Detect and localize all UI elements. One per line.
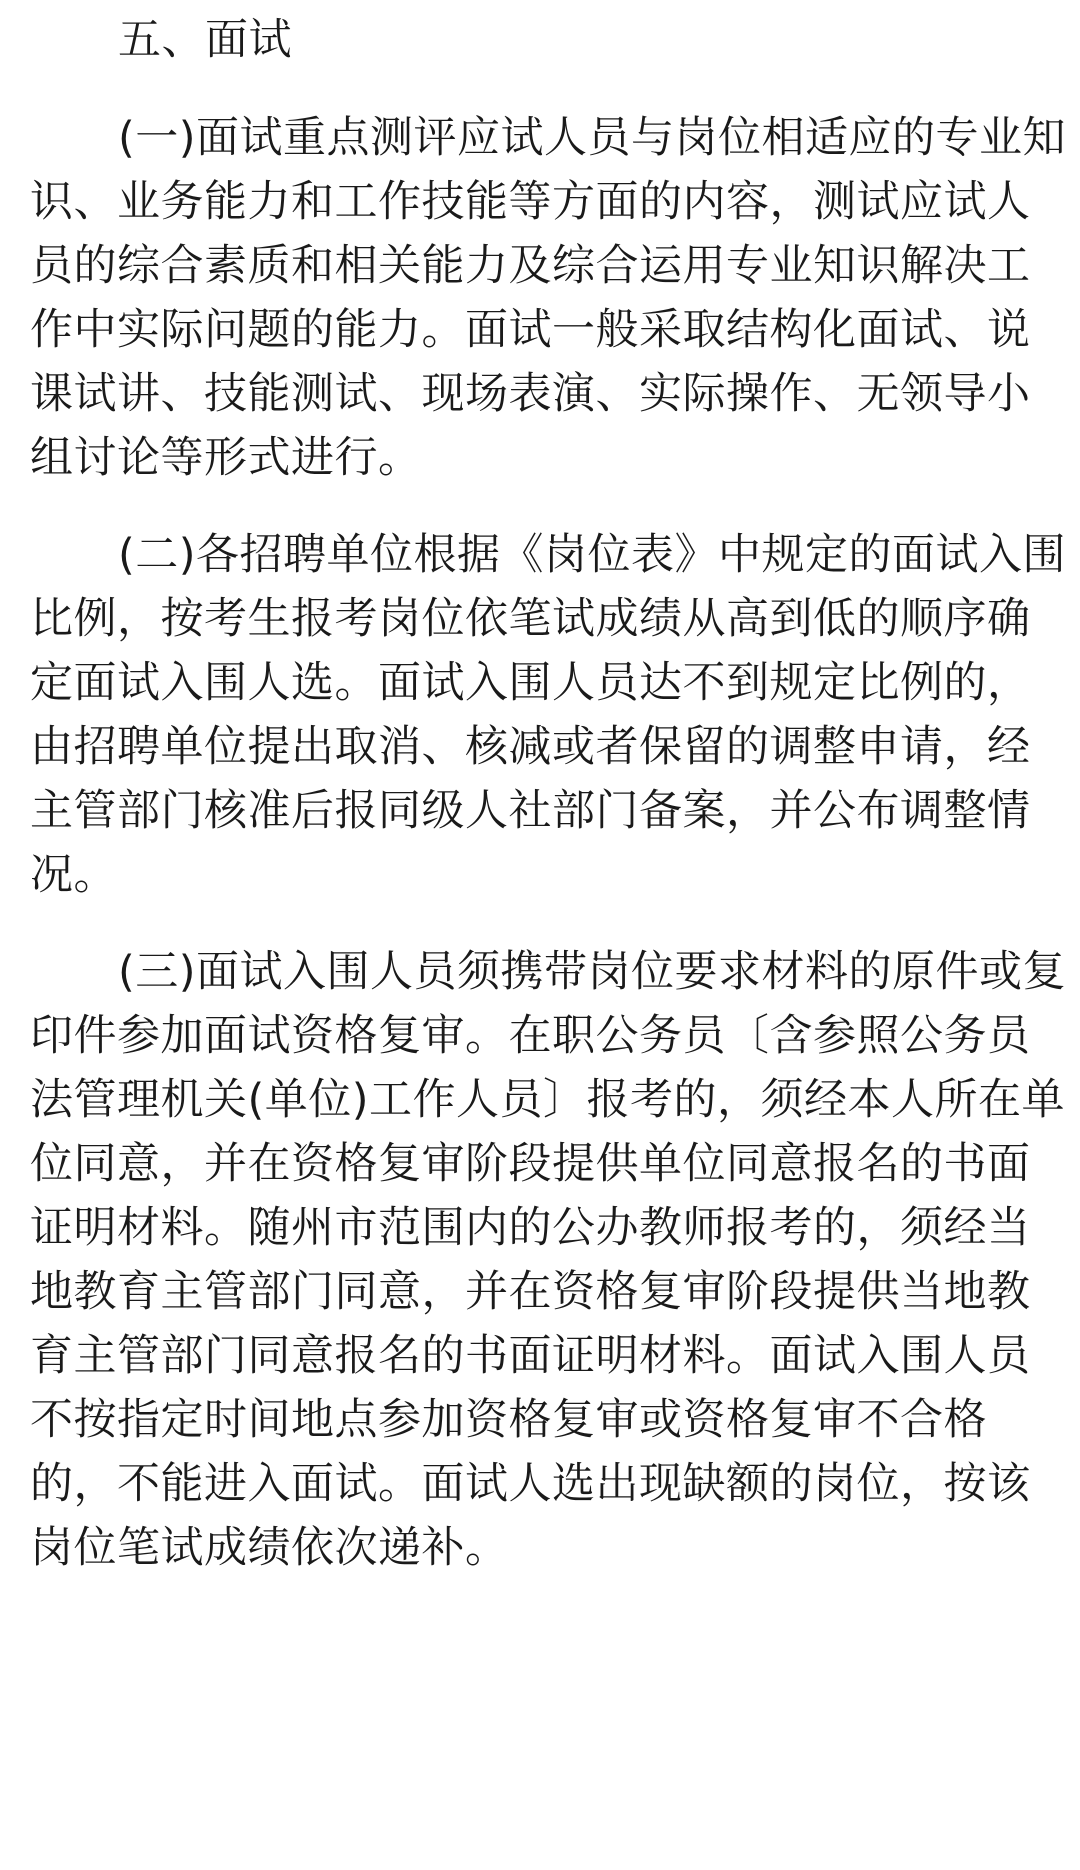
paragraph-1-line-1: (一)面试重点测评应试人员与岗位相适应的专业知 [118, 113, 1067, 163]
paragraph-2-line-5: 主管部门核准后报同级人社部门备案，并公布调整情 [30, 786, 1031, 836]
paragraph-2-line-2: 比例，按考生报考岗位依笔试成绩从高到低的顺序确 [30, 594, 1031, 644]
paragraph-1-line-6: 组讨论等形式进行。 [30, 433, 422, 483]
paragraph-3-line-7: 育主管部门同意报名的书面证明材料。面试入围人员 [30, 1331, 1031, 1381]
paragraph-3-line-2: 印件参加面试资格复审。在职公务员〔含参照公务员 [30, 1011, 1031, 1061]
paragraph-2-line-3: 定面试入围人选。面试入围人员达不到规定比例的， [30, 658, 1031, 708]
paragraph-3-line-3: 法管理机关(单位)工作人员〕报考的，须经本人所在单 [30, 1075, 1066, 1125]
paragraph-3-line-10: 岗位笔试成绩依次递补。 [30, 1523, 509, 1573]
paragraph-1-line-5: 课试讲、技能测试、现场表演、实际操作、无领导小 [30, 369, 1031, 419]
paragraph-3-line-5: 证明材料。随州市范围内的公办教师报考的，须经当 [30, 1203, 1031, 1253]
paragraph-3-line-8: 不按指定时间地点参加资格复审或资格复审不合格 [30, 1395, 987, 1445]
paragraph-2-line-1: (二)各招聘单位根据《岗位表》中规定的面试入围 [118, 530, 1067, 580]
paragraph-1-line-4: 作中实际问题的能力。面试一般采取结构化面试、说 [30, 305, 1031, 355]
paragraph-2-line-6: 况。 [30, 850, 117, 900]
paragraph-1-line-3: 员的综合素质和相关能力及综合运用专业知识解决工 [30, 241, 1031, 291]
paragraph-3-line-6: 地教育主管部门同意，并在资格复审阶段提供当地教 [30, 1267, 1031, 1317]
paragraph-3-line-9: 的，不能进入面试。面试人选出现缺额的岗位，按该 [30, 1459, 1031, 1509]
paragraph-2-line-4: 由招聘单位提出取消、核减或者保留的调整申请，经 [30, 722, 1031, 772]
section-heading: 五、面试 [118, 15, 292, 65]
paragraph-1-line-2: 识、业务能力和工作技能等方面的内容，测试应试人 [30, 177, 1031, 227]
paragraph-3-line-1: (三)面试入围人员须携带岗位要求材料的原件或复 [118, 947, 1067, 997]
paragraph-3-line-4: 位同意，并在资格复审阶段提供单位同意报名的书面 [30, 1139, 1031, 1189]
